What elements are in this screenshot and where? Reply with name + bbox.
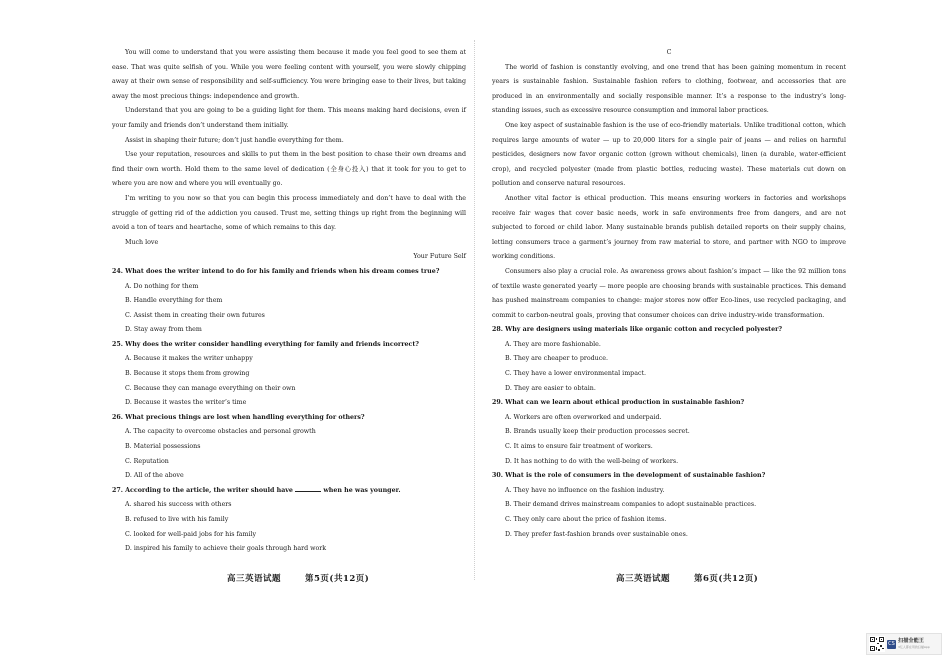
right-paragraph: The world of fashion is constantly evolving, and one trend that has been gaining momentum in recent years is sustainable fashion. Sustainable fashion refers to clothing, footwear, and accessories that are produced in an environmentally and socially responsible manner. It’s a response to the industry’s long-standing issues, such as excessive resource consumption and immoral labor practices. bbox=[492, 63, 846, 115]
option-24-a: A. Do nothing for them bbox=[125, 282, 199, 290]
option-27-c: C. looked for well-paid jobs for his family bbox=[125, 530, 257, 538]
option-28-d: D. They are easier to obtain. bbox=[505, 384, 596, 392]
left-page-column bbox=[112, 46, 466, 557]
footer-exam-title: 高三英语试题 bbox=[616, 574, 671, 584]
left-paragraph: Use your reputation, resources and skills to put them in the best position to chase their own dreams and find their own worth. Hold them to the same level of dedication (全身心投入) that it took for you to get to where you are now and where you will eventually go. bbox=[112, 151, 466, 188]
question-27 bbox=[112, 484, 466, 499]
right-page-column bbox=[492, 46, 846, 542]
question-29: 29. What can we learn about ethical production in sustainable fashion? bbox=[492, 399, 745, 407]
scanner-app-tagline: 3亿人都在用的扫描App bbox=[898, 645, 930, 649]
option-28-c: C. They have a lower environmental impact. bbox=[505, 370, 647, 378]
question-24: 24. What does the writer intend to do for his family and friends when his dream comes true? bbox=[112, 267, 440, 275]
right-page-footer bbox=[616, 572, 758, 584]
camscanner-logo-icon: CS bbox=[888, 641, 895, 647]
footer-page-number: 第5页(共12页) bbox=[305, 574, 370, 584]
option-27-a: A. shared his success with others bbox=[125, 501, 232, 509]
footer-page-number: 第6页(共12页) bbox=[694, 574, 759, 584]
option-25-a: A. Because it makes the writer unhappy bbox=[125, 355, 253, 363]
answer-blank bbox=[295, 485, 321, 492]
left-paragraph: Assist in shaping their future; don’t just handle everything for them. bbox=[125, 136, 344, 144]
question-27-stem: 27. According to the article, the writer should have bbox=[112, 486, 293, 494]
left-paragraph: You will come to understand that you were assisting them because it made you feel good to see them at ease. That was quite selfish of you. While you were feeling content with yourself, you were slowly chipping away at their own sense of responsibility and self-sufficiency. You were bringing ease to their lives, but taking away the most precious things: independence and growth. bbox=[112, 49, 466, 100]
option-25-c: C. Because they can manage everything on their own bbox=[125, 384, 296, 392]
option-28-a: A. They are more fashionable. bbox=[505, 340, 601, 348]
option-26-b: B. Material possessions bbox=[125, 443, 201, 451]
page-divider bbox=[474, 40, 475, 580]
qr-code-icon bbox=[869, 636, 885, 652]
option-26-d: D. All of the above bbox=[125, 472, 184, 480]
option-24-b: B. Handle everything for them bbox=[125, 297, 223, 305]
option-27-b: B. refused to live with his family bbox=[125, 516, 229, 523]
scanner-watermark-text bbox=[898, 638, 930, 650]
option-29-d: D. It has nothing to do with the well-being of workers. bbox=[505, 457, 679, 465]
scanner-app-name: 扫描全能王 bbox=[898, 638, 924, 644]
question-30: 30. What is the role of consumers in the development of sustainable fashion? bbox=[492, 472, 766, 480]
option-30-b: B. Their demand drives mainstream companies to adopt sustainable practices. bbox=[505, 501, 757, 509]
option-30-d: D. They prefer fast-fashion brands over sustainable ones. bbox=[505, 530, 688, 538]
option-24-c: C. Assist them in creating their own futures bbox=[125, 311, 265, 319]
right-paragraph: Another vital factor is ethical production. This means ensuring workers in factories and workshops receive fair wages that cover basic needs, work in safe environments free from dangers, and are not subjected to forced or child labor. Many sustainable brands publish detailed reports on their supply chains, letting consumers trace a garment’s journey from raw material to store, and partner with NGO to improve working conditions. bbox=[492, 194, 846, 261]
option-29-a: A. Workers are often overworked and underpaid. bbox=[505, 413, 662, 421]
question-25: 25. Why does the writer consider handling everything for family and friends incorrect? bbox=[112, 340, 419, 348]
right-paragraph: Consumers also play a crucial role. As awareness grows about fashion’s impact — like the 92 million tons of textile waste generated yearly — more people are choosing brands with sustainable practices. This demand has pushed mainstream companies to change: major stores now offer Eco-lines, use recycled packaging, and commit to carbon-neutral goals, proving that consumer choices can drive industry-wide transformation. bbox=[492, 267, 846, 319]
option-25-d: D. Because it wastes the writer’s time bbox=[125, 399, 247, 407]
left-paragraph: I’m writing to you now so that you can begin this process immediately and don’t have to deal with the struggle of getting rid of the addiction you caused. Trust me, setting things up right from the beginning will avoid a ton of tears and heartache, some of which remains to this day. bbox=[112, 194, 466, 232]
right-paragraph: One key aspect of sustainable fashion is the use of eco-friendly materials. Unlike traditional cotton, which requires large amounts of water — up to 20,000 liters for a single pair of jeans — and relies on harmful pesticides, designers now favor organic cotton (grown without chemicals), linen (a durable, water-efficient crop), and recycled polyester (made from plastic bottles, reducing waste). These materials cut down on pollution and conserve natural resources. bbox=[492, 121, 846, 188]
option-28-b: B. They are cheaper to produce. bbox=[505, 355, 608, 363]
option-27-d: D. inspired his family to achieve their goals through hard work bbox=[125, 545, 327, 553]
option-30-a: A. They have no influence on the fashion industry. bbox=[505, 486, 665, 494]
question-26: 26. What precious things are lost when handling everything for others? bbox=[112, 413, 365, 421]
option-26-c: C. Reputation bbox=[125, 457, 169, 465]
option-26-a: A. The capacity to overcome obstacles and personal growth bbox=[125, 428, 316, 436]
option-29-c: C. It aims to ensure fair treatment of workers. bbox=[505, 443, 653, 451]
letter-closing: Much love bbox=[125, 238, 159, 246]
scanner-watermark bbox=[866, 633, 942, 655]
option-30-c: C. They only care about the price of fashion items. bbox=[505, 516, 667, 523]
option-24-d: D. Stay away from them bbox=[125, 326, 202, 334]
question-27-stem-end: when he was younger. bbox=[323, 486, 401, 494]
option-29-b: B. Brands usually keep their production processes secret. bbox=[505, 428, 690, 436]
option-25-b: B. Because it stops them from growing bbox=[125, 370, 250, 378]
left-page-footer bbox=[227, 572, 369, 584]
letter-signature: Your Future Self bbox=[413, 253, 466, 261]
passage-heading: C bbox=[666, 49, 672, 56]
left-paragraph: Understand that you are going to be a guiding light for them. This means making hard decisions, even if your family and friends don’t understand them initially. bbox=[112, 107, 466, 129]
question-28: 28. Why are designers using materials like organic cotton and recycled polyester? bbox=[492, 326, 783, 334]
footer-exam-title: 高三英语试题 bbox=[227, 574, 282, 584]
